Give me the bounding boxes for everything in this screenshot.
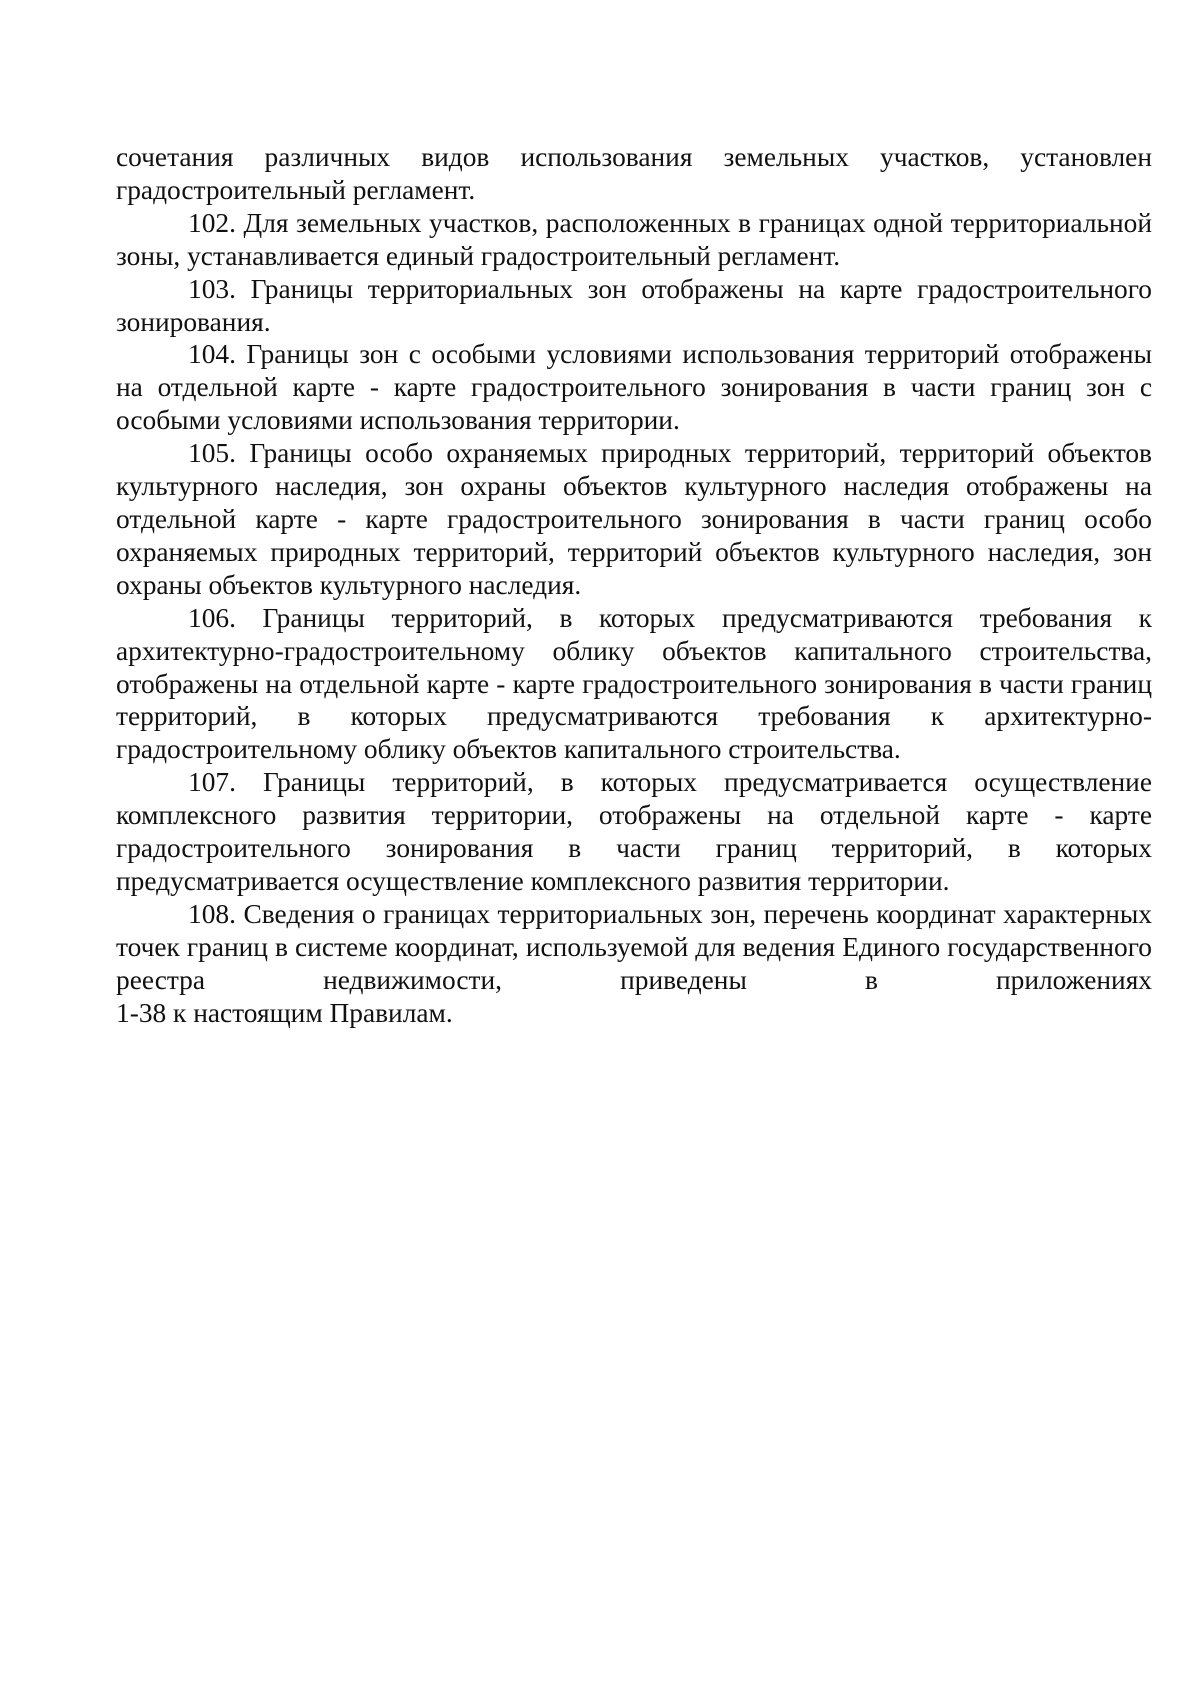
paragraph-104: 104. Границы зон с особыми условиями использования территорий отображены на отдельной карте - карте градостроительного зонирования в части границ зон с особыми условиями использования территории.: [116, 339, 1152, 436]
paragraph-102: 102. Для земельных участков, расположенных в границах одной территориальной зоны, устанавливается единый градостроительный регламент.: [116, 207, 1152, 271]
paragraph-108: [116, 898, 1152, 1030]
paragraph-107: 107. Границы территорий, в которых предусматривается осуществление комплексного развития территории, отображены на отдельной карте - карте градостроительного зонирования в части границ территорий, в которых предусматривается осуществление комплексного развития территории.: [116, 767, 1152, 896]
paragraph-continuation: сочетания различных видов использования земельных участков, установлен градостроительный регламент.: [116, 142, 1152, 205]
paragraph-108-main: 108. Сведения о границах территориальных зон, перечень координат характерных точек границ в системе координат, используемой для ведения Единого государственного реестра недвижимости, приведены в приложениях: [116, 898, 1152, 995]
paragraph-108-tail: 1-38 к настоящим Правилам.: [116, 997, 453, 1028]
paragraph-105: 105. Границы особо охраняемых природных территорий, территорий объектов культурного наследия, зон охраны объектов культурного наследия отображены на отдельной карте - карте градостроительного зонирования в части границ особо охраняемых природных территорий, территорий объектов культурного наследия, зон охраны объектов культурного наследия.: [116, 438, 1152, 600]
paragraph-106: 106. Границы территорий, в которых предусматриваются требования к архитектурно-градостроительному облику объектов капитального строительства, отображены на отдельной карте - карте градостроительного зонирования в части границ территорий, в которых предусматриваются требования к архитектурно-градостроительному облику объектов капитального строительства.: [116, 602, 1152, 765]
paragraph-103: 103. Границы территориальных зон отображены на карте градостроительного зонирования.: [116, 273, 1152, 337]
document-body: [116, 141, 1152, 1029]
